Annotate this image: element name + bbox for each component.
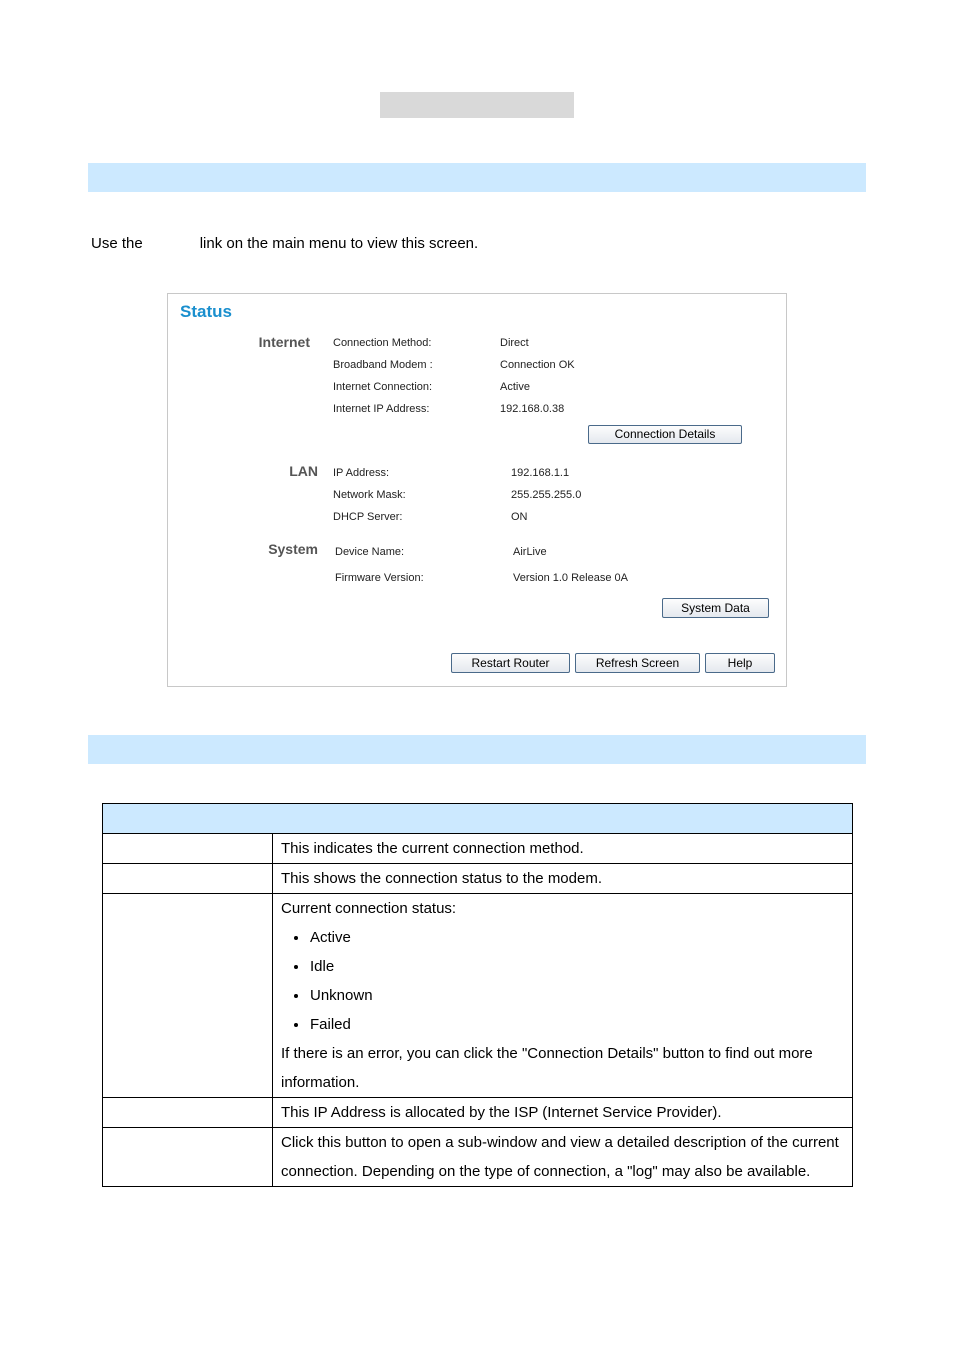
network-mask-label: Network Mask:	[333, 489, 406, 501]
list-item: • Idle	[309, 952, 844, 981]
connection-method-label: Connection Method:	[333, 337, 432, 349]
row-key	[103, 1098, 273, 1128]
dhcp-server-label: DHCP Server:	[333, 511, 403, 523]
network-mask-value: 255.255.255.0	[511, 489, 582, 501]
firmware-version-label: Firmware Version:	[335, 572, 424, 584]
dhcp-server-value: ON	[511, 511, 528, 523]
list-item: • Active	[309, 923, 844, 952]
connection-details-button[interactable]: Connection Details	[588, 425, 742, 444]
section-header-band-2	[88, 735, 866, 764]
row-key	[103, 1128, 273, 1187]
table-header-row	[103, 804, 853, 834]
internet-connection-value: Active	[500, 381, 530, 393]
table-row	[103, 864, 853, 894]
device-name-label: Device Name:	[335, 546, 405, 558]
system-data-button[interactable]: System Data	[662, 598, 769, 618]
intro-after: link on the main menu to view this screen.	[199, 235, 479, 252]
intro-before: Use the	[91, 235, 143, 252]
row-desc	[273, 894, 853, 1098]
table-row	[103, 1098, 853, 1128]
status-list	[281, 923, 844, 1039]
system-heading: System	[268, 541, 318, 557]
broadband-modem-label: Broadband Modem :	[333, 359, 433, 371]
internet-ip-value: 192.168.0.38	[500, 403, 565, 415]
status-intro: Current connection status:	[281, 900, 457, 917]
description-table	[102, 803, 853, 1187]
row-desc: Click this button to open a sub-window and view a detailed description of the current connection. Depending on the type of connection, a "log" may also be available.	[273, 1128, 853, 1187]
lan-ip-value: 192.168.1.1	[511, 467, 570, 479]
table-row	[103, 834, 853, 864]
broadband-modem-value: Connection OK	[500, 359, 575, 371]
list-item: • Failed	[309, 1010, 844, 1039]
device-name-value: AirLive	[513, 546, 547, 558]
row-desc: This IP Address is allocated by the ISP (Internet Service Provider).	[273, 1098, 853, 1128]
list-item: • Unknown	[309, 981, 844, 1010]
firmware-version-value: Version 1.0 Release 0A	[513, 572, 628, 584]
row-desc: This shows the connection status to the modem.	[273, 864, 853, 894]
status-outro: If there is an error, you can click the "Connection Details" button to find out more information.	[281, 1045, 813, 1091]
panel-title: Status	[180, 302, 232, 321]
help-button[interactable]: Help	[705, 653, 775, 673]
row-key	[103, 834, 273, 864]
intro-text	[91, 235, 478, 252]
internet-connection-label: Internet Connection:	[333, 381, 433, 393]
refresh-screen-button[interactable]: Refresh Screen	[575, 653, 700, 673]
row-key	[103, 864, 273, 894]
row-key	[103, 894, 273, 1098]
row-desc: This indicates the current connection method.	[273, 834, 853, 864]
table-row	[103, 1128, 853, 1187]
section-header-band	[88, 163, 866, 192]
title-placeholder-bar	[380, 92, 574, 118]
table-row	[103, 894, 853, 1098]
status-panel	[167, 293, 787, 687]
lan-ip-label: IP Address:	[333, 467, 390, 479]
restart-router-button[interactable]: Restart Router	[451, 653, 570, 673]
internet-ip-label: Internet IP Address:	[333, 403, 430, 415]
connection-method-value: Direct	[500, 337, 529, 349]
lan-heading: LAN	[289, 463, 318, 479]
internet-heading: Internet	[258, 334, 310, 350]
